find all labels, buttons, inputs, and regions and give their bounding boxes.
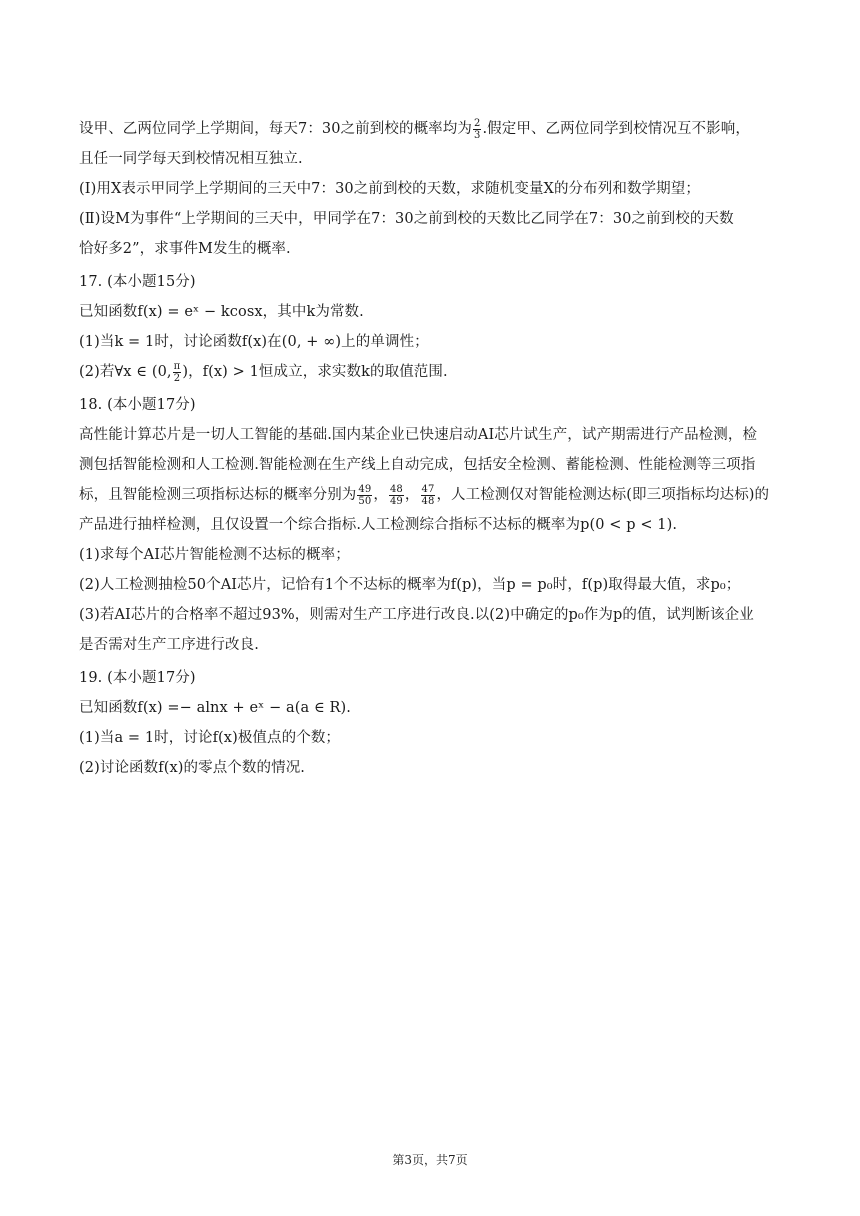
q17-part1: (1)当k = 1时，讨论函数f(x)在(0, + ∞)上的单调性； bbox=[79, 334, 429, 350]
q16-part2b: 恰好多2”，求事件M发生的概率. bbox=[79, 241, 291, 257]
q18-stem4: 产品进行抽样检测，且仅设置一个综合指标.人工检测综合指标不达标的概率为p(0 < p < 1). bbox=[79, 517, 678, 533]
q18-part3a: (3)若AI芯片的合格率不超过93%，则需对生产工序进行改良.以(2)中确定的p₀作为p的值，试判断该企业 bbox=[79, 607, 754, 623]
q19-heading: 19. (本小题17分) bbox=[79, 670, 196, 686]
fraction: $\frac{2}{3}$ bbox=[473, 117, 481, 141]
separator: ， bbox=[373, 487, 388, 503]
q19-part1: (1)当a = 1时，讨论f(x)极值点的个数； bbox=[79, 730, 341, 746]
q18-heading: 18. (本小题17分) bbox=[79, 397, 196, 413]
q16-line2: 且任一同学每天到校情况相互独立. bbox=[79, 151, 303, 167]
fraction: $\frac{47}{48}$ bbox=[421, 483, 435, 507]
q18-stem1: 高性能计算芯片是一切人工智能的基础.国内某企业已快速启动AI芯片试生产，试产期需进行产品检测，检 bbox=[79, 427, 758, 443]
q18-part1: (1)求每个AI芯片智能检测不达标的概率； bbox=[79, 547, 350, 563]
q17-heading: 17. (本小题15分) bbox=[79, 274, 196, 290]
q16-line1-text: 设甲、乙两位同学上学期间，每天7：30之前到校的概率均为 bbox=[79, 121, 472, 137]
separator: ， bbox=[404, 487, 420, 503]
q18-stem2: 测包括智能检测和人工检测.智能检测在生产线上自动完成，包括安全检测、蓄能检测、性能检测等三项指 bbox=[79, 457, 756, 473]
q16-part1: (Ⅰ)用X表示甲同学上学期间的三天中7：30之前到校的天数，求随机变量X的分布列和数学期望； bbox=[79, 181, 700, 197]
q16-line1 bbox=[79, 114, 784, 144]
fraction: $\frac{\pi}{2}$ bbox=[173, 360, 181, 384]
q16-line1-tail: .假定甲、乙两位同学到校情况互不影响， bbox=[482, 121, 750, 137]
q17-stem: 已知函数f(x) = eˣ − kcosx，其中k为常数. bbox=[79, 304, 364, 320]
q17-part2-tail: )，f(x) > 1恒成立，求实数k的取值范围. bbox=[182, 364, 448, 380]
fraction: $\frac{49}{50}$ bbox=[358, 483, 372, 507]
q16-part2a: (Ⅱ)设M为事件“上学期间的三天中，甲同学在7：30之前到校的天数比乙同学在7：30之前到校的天数 bbox=[79, 211, 734, 227]
q18-stem3 bbox=[79, 480, 784, 510]
q18-stem3-head: 标，且智能检测三项指标达标的概率分别为 bbox=[79, 487, 357, 503]
page-content bbox=[79, 114, 784, 783]
q17-part2 bbox=[79, 357, 784, 387]
q19-part2: (2)讨论函数f(x)的零点个数的情况. bbox=[79, 760, 306, 776]
q19-stem: 已知函数f(x) =− alnx + eˣ − a(a ∈ R). bbox=[79, 700, 352, 716]
q18-part2: (2)人工检测抽检50个AI芯片，记恰有1个不达标的概率为f(p)，当p = p₀时，f(p)取得最大值，求p₀； bbox=[79, 577, 741, 593]
q18-part3b: 是否需对生产工序进行改良. bbox=[79, 637, 259, 653]
q18-stem3-tail: ，人工检测仅对智能检测达标(即三项指标均达标)的 bbox=[436, 487, 770, 503]
fraction: $\frac{48}{49}$ bbox=[389, 483, 403, 507]
page-footer: 第3页，共7页 bbox=[392, 1153, 468, 1167]
q17-part2-head: (2)若∀x ∈ (0, bbox=[79, 364, 172, 380]
